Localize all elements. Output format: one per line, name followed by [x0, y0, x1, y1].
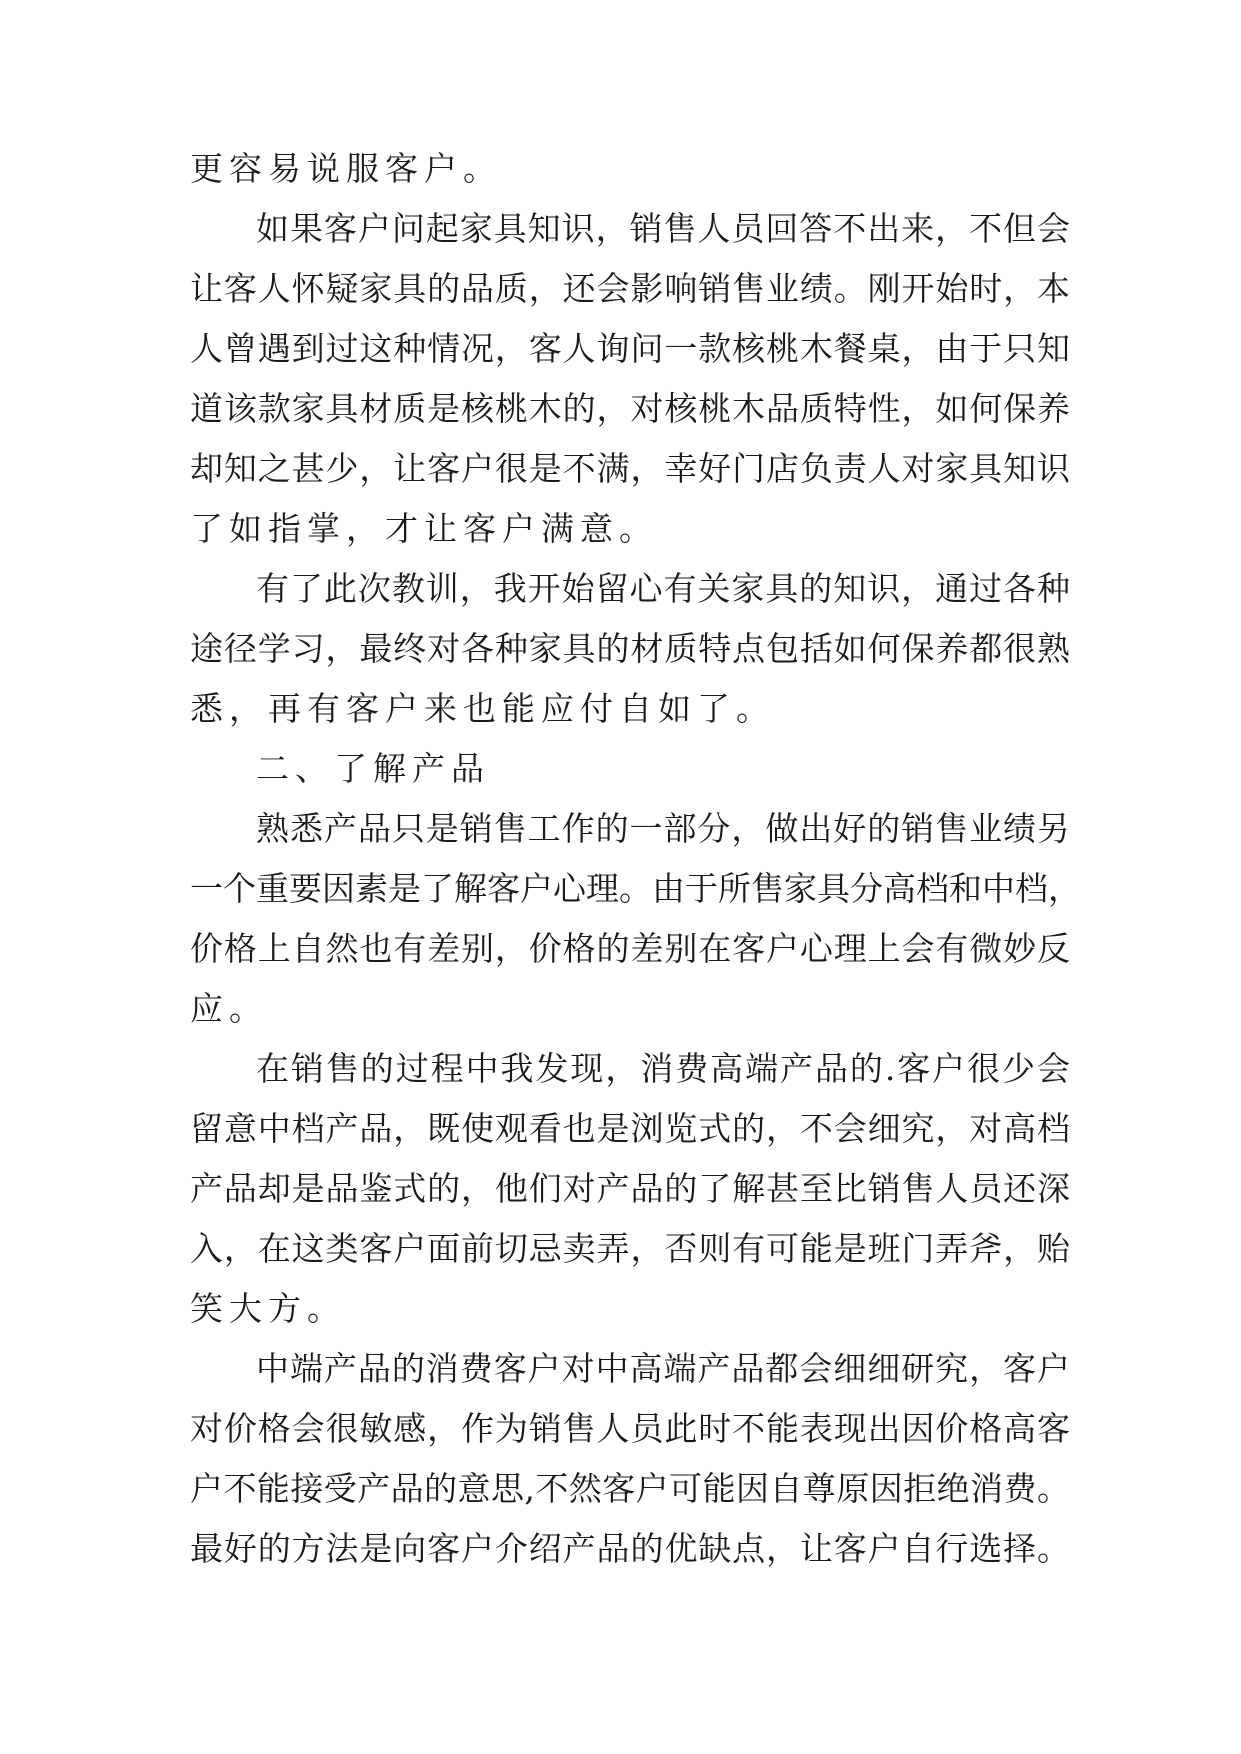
paragraph-line: 人曾遇到过这种情况，客人询问一款核桃木餐桌，由于只知 [190, 329, 1070, 368]
paragraph-line: 价格上自然也有差别，价格的差别在客户心理上会有微妙反 [190, 929, 1070, 968]
paragraph-line: 让客人怀疑家具的品质，还会影响销售业绩。刚开始时，本 [190, 269, 1070, 308]
paragraph-line: 一个重要因素是了解客户心理。由于所售家具分高档和中档， [190, 869, 1081, 908]
paragraph-line: 最好的方法是向客户介绍产品的优缺点，让客户自行选择。 [190, 1529, 1070, 1568]
paragraph-line: 留意中档产品，既使观看也是浏览式的，不会细究，对高档 [190, 1109, 1070, 1148]
paragraph-line: 对价格会很敏感，作为销售人员此时不能表现出因价格高客 [190, 1409, 1070, 1448]
paragraph-line: 却知之甚少，让客户很是不满，幸好门店负责人对家具知识 [190, 449, 1070, 488]
paragraph-line: 熟悉产品只是销售工作的一部分，做出好的销售业绩另 [256, 809, 1070, 848]
paragraph-line: 应。 [190, 989, 268, 1028]
paragraph-line: 有了此次教训，我开始留心有关家具的知识，通过各种 [256, 569, 1070, 608]
paragraph-line: 中端产品的消费客户对中高端产品都会细细研究，客户 [256, 1349, 1070, 1388]
paragraph-line: 了如指掌，才让客户满意。 [190, 509, 658, 548]
paragraph-line: 在销售的过程中我发现，消费高端产品的.客户很少会 [256, 1049, 1070, 1088]
paragraph-line: 途径学习，最终对各种家具的材质特点包括如何保养都很熟 [190, 629, 1070, 668]
paragraph-line: 入，在这类客户面前切忌卖弄，否则有可能是班门弄斧，贻 [190, 1229, 1070, 1268]
paragraph-line: 笑大方。 [190, 1289, 346, 1328]
paragraph-line: 悉，再有客户来也能应付自如了。 [190, 689, 775, 728]
paragraph-line: 如果客户问起家具知识，销售人员回答不出来，不但会 [256, 209, 1070, 248]
paragraph-line: 户不能接受产品的意思,不然客户可能因自尊原因拒绝消费。 [190, 1469, 1070, 1508]
paragraph-line: 更容易说服客户。 [190, 149, 502, 188]
section-heading: 二、了解产品 [256, 749, 490, 788]
paragraph-line: 产品却是品鉴式的，他们对产品的了解甚至比销售人员还深 [190, 1169, 1070, 1208]
paragraph-line: 道该款家具材质是核桃木的，对核桃木品质特性，如何保养 [190, 389, 1070, 428]
